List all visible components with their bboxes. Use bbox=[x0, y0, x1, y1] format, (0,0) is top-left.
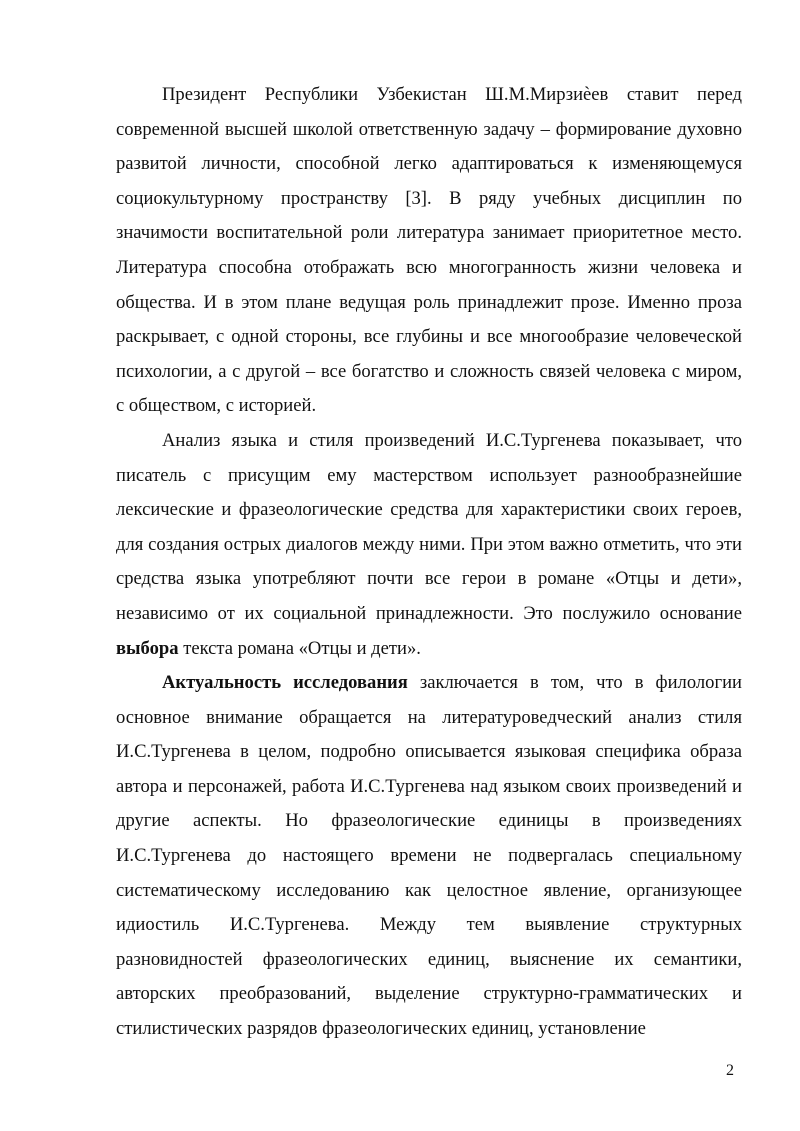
paragraph-3-bold-heading: Актуальность исследования bbox=[162, 672, 408, 694]
paragraph-2-text-start: Анализ языка и стиля произведений И.С.Тургенева показывает, что писатель с присущим ему мастерством использует разнообразнейшие лексические и фразеологические средства для характеристики своих героев, для создания острых диалогов между ними. При этом важно отметить, что эти средства языка употребляют почти все герои в романе «Отцы и дети», независимо от их социальной принадлежности. Это послужило основание bbox=[116, 429, 742, 624]
paragraph-1-text: Президент Республики Узбекистан Ш.М.Мирзиѐев ставит перед современной высшей школой ответственную задачу – формирование духовно развитой личности, способной легко адаптироваться к изменяющемуся социокультурному пространству [3]. В ряду учебных дисциплин по значимости воспитательной роли литература занимает приоритетное место. Литература способна отображать всю многогранность жизни человека и общества. И в этом плане ведущая роль принадлежит прозе. Именно проза раскрывает, с одной стороны, все глубины и все многообразие человеческой психологии, а с другой – все богатство и сложность связей человека с миром, с обществом, с историей. bbox=[116, 84, 742, 417]
paragraph-2 bbox=[116, 424, 742, 666]
paragraph-2-bold-term: выбора bbox=[116, 637, 179, 659]
body-text bbox=[116, 78, 742, 1047]
page-number: 2 bbox=[726, 1062, 734, 1079]
paragraph-2-text-end: текста романа «Отцы и дети». bbox=[178, 637, 421, 659]
paragraph-1 bbox=[116, 78, 742, 424]
paragraph-3 bbox=[116, 666, 742, 1047]
paragraph-3-text: заключается в том, что в филологии основное внимание обращается на литературоведческий анализ стиля И.С.Тургенева в целом, подробно описывается языковая специфика образа автора и персонажей, работа И.С.Тургенева над языком своих произведений и другие аспекты. Но фразеологические единицы в произведениях И.С.Тургенева до настоящего времени не подвергалась специальному систематическому исследованию как целостное явление, организующее идиостиль И.С.Тургенева. Между тем выявление структурных разновидностей фразеологических единиц, выяснение их семантики, авторских преобразований, выделение структурно-грамматических и стилистических разрядов фразеологических единиц, установление bbox=[116, 672, 742, 1040]
